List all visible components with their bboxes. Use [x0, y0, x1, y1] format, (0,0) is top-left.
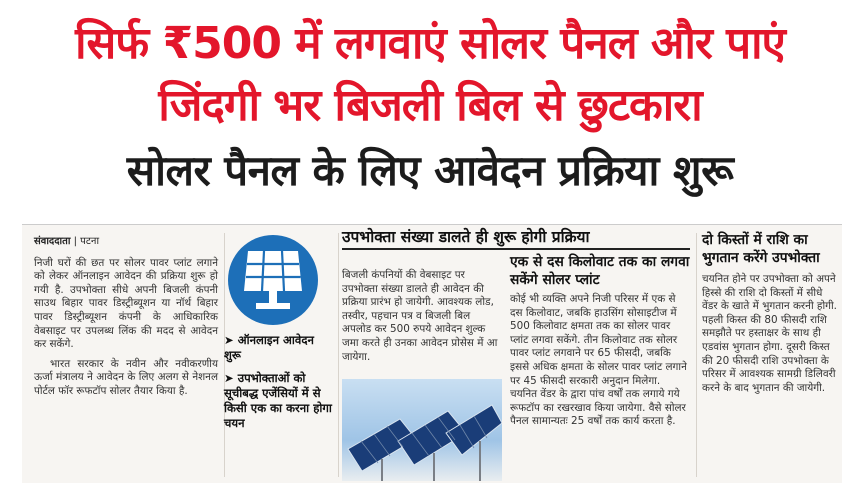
article-paragraph-4: कोई भी व्यक्ति अपने निजी परिसर में एक से दस किलोवाट, जबकि हाउसिंग सोसाइटीज में 500 किलोवाट क्षमता तक का सोलर पावर प्लांट लगवा सकेंगे. तीन किलोवाट तक सोलर पावर प्लांट लगवाने पर 65 फीसदी, जबकि इससे अधिक क्षमता के सोलर पावर प्लांट लगाने पर 45 फीसदी सरकारी अनुदान मिलेगा. चयनित वेंडर के द्वारा पांच वर्षों तक लगाये गये रूफटॉप का रखरखाव किया जायेगा. वैसे सोलर पैनल सामान्यतः 25 वर्षों तक कार्य करता है. [510, 293, 687, 428]
subheading-process: उपभोक्ता संख्या डालते ही शुरू होगी प्रक्रिया [342, 231, 690, 250]
article-paragraph-2: भारत सरकार के नवीन और नवीकरणीय ऊर्जा मंत्रालय ने आवेदन के लिए अलग से नेशनल पोर्टल फॉर रूफटॉप सोलर तैयार किया है. [34, 357, 218, 397]
article-column-4 [702, 231, 838, 395]
solar-panels-photo [342, 379, 502, 481]
dateline-place: पटना [80, 236, 100, 247]
headline-line-1: सिर्फ ₹500 में लगवाएं सोलर पैनल और पाएं [75, 18, 785, 69]
article-column-3a [342, 269, 502, 364]
subheading-capacity: एक से दस किलोवाट तक का लगवा सकेंगे सोलर प्लांट [510, 254, 690, 288]
column-divider [696, 233, 697, 477]
newspaper-clipping [22, 224, 842, 483]
column-divider [338, 233, 339, 477]
article-paragraph-1: निजी घरों की छत पर सोलर पावर प्लांट लगाने को लेकर ऑनलाइन आवेदन की प्रक्रिया शुरू हो गयी है. उपभोक्ता सीधे अपनी बिजली कंपनी साउथ बिहार पावर डिस्ट्रीब्यूशन या नॉर्थ बिहार पावर डिस्ट्रीब्यूशन कंपनी के आधिकारिक वेबसाइट पर उपलब्ध लिंक की मदद से आवेदन कर सकेंगे. [34, 256, 218, 351]
article-column-1 [34, 235, 218, 399]
article-paragraph-3: बिजली कंपनियों की वेबसाइट पर उपभोक्ता संख्या डालते ही आवेदन की प्रक्रिया प्रारंभ हो जायेगी. आवश्यक लोड, तस्वीर, पहचान पत्र व बिजली बिल अपलोड कर 500 रुपये आवेदन शुल्क जमा करते ही उनका आवेदन प्रोसेस में आ जायेगा. [342, 269, 498, 363]
highlight-bullet-1: ➤ ऑनलाइन आवेदन शुरू [224, 333, 314, 362]
article-paragraph-5: चयनित होने पर उपभोक्ता को अपने हिस्से की राशि दो किस्तों में सीधे वेंडर के खाते में भुगतान करनी होगी. पहली किस्त की 80 फीसदी राशि समझौते पर हस्ताक्षर के साथ ही एडवांस भुगतान होगा. दूसरी किस्त की 20 फीसदी राशि उपभोक्ता के परिसर में आवश्यक सामग्री डिलिवरी करने के बाद भुगतान की जायेगी. [702, 273, 837, 394]
dateline-label: संवाददाता [34, 236, 71, 247]
article-column-3b [510, 253, 690, 429]
highlights-column [224, 231, 334, 431]
subheading-payment: दो किस्तों में राशि का भुगतान करेंगे उपभोक्ता [702, 232, 820, 266]
dateline: संवाददाता | पटना [34, 236, 100, 247]
headline-line-3: सोलर पैनल के लिए आवेदन प्रक्रिया शुरू [126, 146, 734, 195]
solar-panel-icon [228, 235, 318, 325]
article-column-3 [342, 228, 690, 428]
headline-line-2: जिंदगी भर बिजली बिल से छुटकारा [158, 80, 702, 131]
highlight-bullet-2: ➤ उपभोक्ताओं को सूचीबद्ध एजेंसियों में से किसी एक का करना होगा चयन [224, 371, 332, 430]
